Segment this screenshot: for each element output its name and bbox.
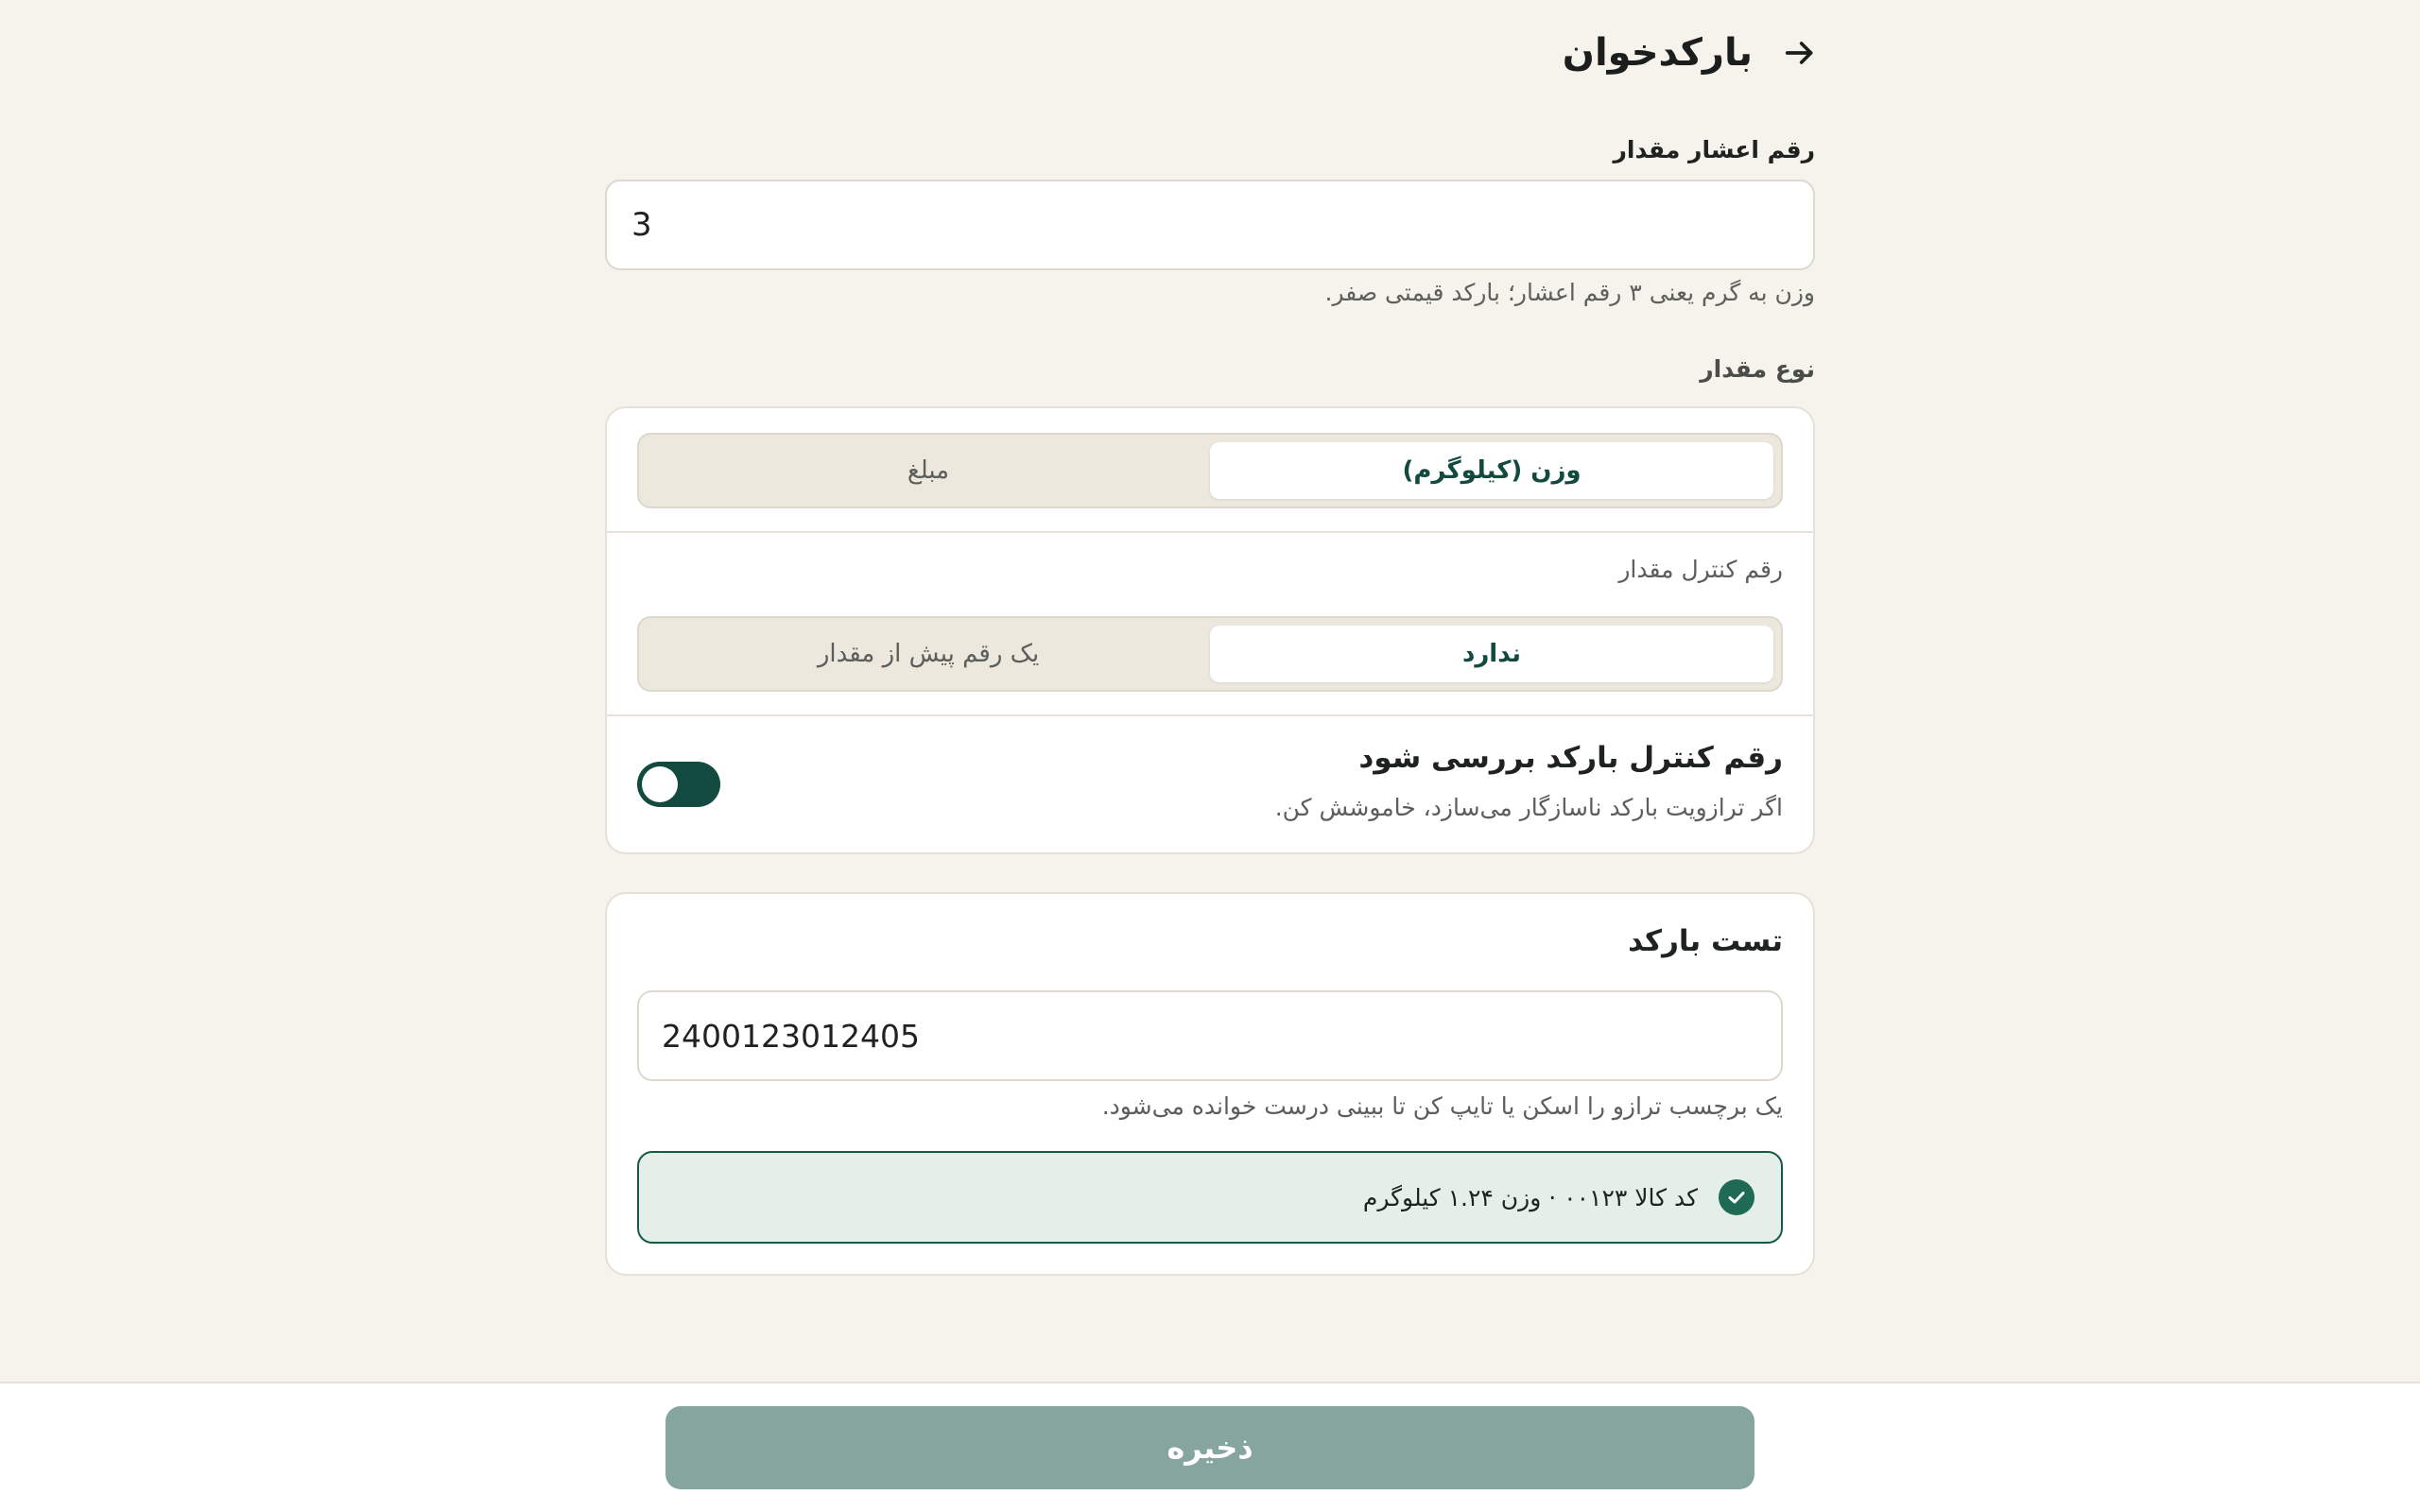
back-button[interactable] bbox=[1766, 19, 1834, 87]
segment-weight[interactable]: وزن (کیلوگرم) bbox=[1210, 442, 1773, 499]
check-digit-segmented bbox=[637, 616, 1783, 692]
page-title: بارکدخوان bbox=[1562, 31, 1753, 75]
segment-none[interactable]: ندارد bbox=[1210, 626, 1773, 682]
test-barcode-hint: یک برچسب ترازو را اسکن یا تایپ کن تا ببینی درست خوانده می‌شود. bbox=[1101, 1092, 1783, 1120]
verify-check-digit-title: رقم کنترل بارکد بررسی شود bbox=[1358, 741, 1783, 775]
decimals-label: رقم اعشار مقدار bbox=[1613, 136, 1815, 163]
test-barcode-value: 2400123012405 bbox=[662, 1017, 920, 1055]
amount-type-card bbox=[605, 406, 1815, 854]
bottom-bar bbox=[0, 1382, 2420, 1512]
test-barcode-card bbox=[605, 892, 1815, 1276]
decimals-input[interactable] bbox=[605, 180, 1815, 270]
check-digit-label: رقم کنترل مقدار bbox=[1618, 556, 1783, 583]
top-bar bbox=[0, 0, 2420, 104]
verify-check-digit-desc: اگر ترازویت بارکد ناسازگار می‌سازد، خاموشش کن. bbox=[1274, 794, 1783, 821]
segment-price[interactable]: مبلغ bbox=[907, 456, 950, 485]
amount-type-segmented bbox=[637, 433, 1783, 508]
amount-type-label: نوع مقدار bbox=[1700, 355, 1815, 383]
toggle-knob bbox=[642, 766, 678, 802]
decimals-value: 3 bbox=[631, 206, 652, 244]
segment-one-digit-before[interactable]: یک رقم پیش از مقدار bbox=[817, 640, 1040, 668]
test-result-box bbox=[637, 1151, 1783, 1244]
save-button[interactable]: ذخیره bbox=[666, 1406, 1754, 1489]
divider bbox=[607, 714, 1813, 716]
decimals-hint: وزن به گرم یعنی ۳ رقم اعشار؛ بارکد قیمتی صفر. bbox=[1324, 279, 1815, 306]
verify-check-digit-toggle[interactable] bbox=[637, 762, 720, 807]
check-circle-icon bbox=[1719, 1179, 1754, 1215]
test-barcode-input[interactable] bbox=[637, 990, 1783, 1081]
test-result-text: کد کالا ۰۰۱۲۳ · وزن ۱.۲۴ کیلوگرم bbox=[1362, 1183, 1698, 1211]
test-barcode-title: تست بارکد bbox=[1628, 924, 1783, 958]
divider bbox=[607, 531, 1813, 533]
arrow-right-icon bbox=[1781, 34, 1819, 72]
